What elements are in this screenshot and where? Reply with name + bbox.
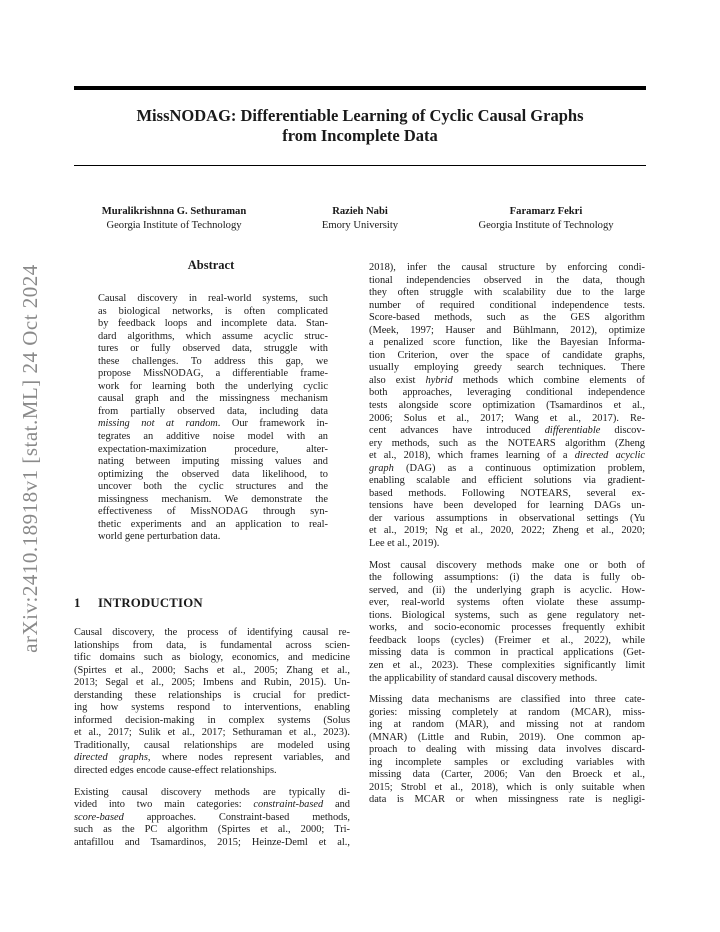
text-line: proach to dealing with missing data involves discard-	[369, 744, 645, 756]
paragraph	[369, 262, 645, 551]
text-line: Lee et al., 2019).	[369, 538, 440, 550]
text-line: 2015; Strobl et al., 2018), which is only suitable when	[369, 781, 645, 793]
author-name: Muralikrishnna G. Sethuraman	[101, 206, 247, 217]
text-line: both approaches, leveraging conditional independence	[369, 387, 645, 399]
paragraph	[74, 627, 350, 778]
author-affiliation: Emory University	[321, 220, 399, 231]
text-line: ery methods, such as the NOTEARS algorithm (Zheng	[369, 437, 645, 449]
abstract-line: Causal discovery in real-world systems, such	[98, 293, 328, 304]
text-line: ing how systems respond to interventions, enabling	[74, 702, 350, 714]
text-line: et al., 2019; Ng et al., 2020, 2022; Zheng et al., 2020;	[369, 525, 645, 537]
author-name: Faramarz Fekri	[509, 206, 583, 217]
paragraph	[74, 787, 350, 850]
text-line: data is MCAR or when missingness rate is negligi-	[369, 794, 645, 806]
text-line: a penalized score function, like the Bayesian Informa-	[369, 337, 645, 349]
text-line: et al., 2018), which frames learning of a directed acyclic	[369, 450, 646, 462]
text-line: based methods. Following NOTEARS, several ex-	[369, 487, 645, 499]
text-line: derstanding these relationships is crucial for predict-	[74, 689, 350, 701]
abstract-line: tegrates an additive noise model with an	[98, 431, 328, 443]
italic-term: graph	[369, 462, 394, 474]
text-line: usually employing greedy search techniques. There	[369, 362, 645, 374]
title-line: from Incomplete Data	[282, 126, 438, 145]
text-line: gories: missing completely at random (MCAR), miss-	[369, 706, 645, 718]
italic-term: hybrid	[425, 374, 453, 386]
text-line: score-based approaches. Constraint-based methods,	[74, 811, 350, 823]
author-affiliation: Georgia Institute of Technology	[106, 220, 242, 231]
text-line: ing incomplete samples or excluding variables with	[369, 756, 645, 768]
abstract-line: expectation-maximization procedure, alter-	[98, 443, 328, 455]
section-title: INTRODUCTION	[98, 596, 203, 610]
author-block	[300, 205, 420, 233]
text-line: they often struggle with scalability due to the large	[369, 287, 645, 299]
text-line: graph (DAG) as a continuous optimization problem,	[369, 462, 645, 474]
text-line: also exist hybrid methods which combine elements of	[369, 374, 645, 386]
section-heading	[74, 596, 354, 611]
text-line: missing data (Carter, 2006; Van den Broeck et al.,	[369, 769, 645, 781]
text-line: (Meek, 1997; Hauser and Bühlmann, 2012), optimize	[369, 324, 645, 336]
abstract-line: causal graph and the missingness mechanism	[98, 393, 328, 405]
text-line: works, and socio-economic processes frequently exhibit	[369, 622, 645, 634]
abstract-line: dard algorithms, which assume acyclic struc-	[98, 330, 328, 342]
text-line: tions. Biological systems, such as gene regulatory net-	[369, 609, 645, 621]
arxiv-identifier-sidebar	[8, 248, 52, 668]
abstract-line: uncover both the cyclic structures and the	[98, 481, 328, 493]
abstract-line: as biological networks, is often complicated	[98, 305, 328, 317]
italic-term: constraint-based	[253, 799, 324, 811]
text-line: Missing data mechanisms are classified into three cate-	[369, 694, 645, 706]
title-line: MissNODAG: Differentiable Learning of Cyclic Causal Graphs	[136, 106, 584, 125]
text-line: Score-based methods, such as the GES algorithm	[369, 312, 645, 324]
italic-term: score-based	[74, 811, 124, 823]
abstract-line: effectiveness of MissNODAG through syn-	[98, 506, 328, 518]
section-number: 1	[74, 596, 81, 610]
author-block	[74, 205, 274, 233]
text-line: et al., 2017; Sulik et al., 2017; Sethuraman et al., 2023).	[74, 727, 350, 739]
abstract-line: these challenges. To address this gap, we	[98, 355, 328, 367]
text-line: the applicability of standard causal discovery methods.	[369, 672, 598, 684]
text-line: informed decision-making in complex systems (Solus	[74, 714, 350, 726]
text-line: 2018), infer the causal structure by enforcing condi-	[369, 262, 645, 273]
text-line: feedback loops (cycles) (Freimer et al., 2022), while	[369, 634, 645, 646]
text-line: tional independencies observed in the data, though	[369, 274, 645, 286]
abstract-line: from partially observed data, including data	[98, 405, 328, 417]
abstract-heading: Abstract	[187, 258, 235, 272]
text-line: cent advances have introduced differentiable discov-	[369, 425, 646, 437]
text-line: tific domains such as biology, economics, and medicine	[74, 652, 350, 664]
text-line: number of required conditional independence tests.	[369, 299, 645, 311]
abstract-line: world gene perturbation data.	[98, 531, 221, 543]
text-line: der various assumptions in observational settings (Yu	[369, 512, 645, 524]
title-rule-top	[74, 86, 646, 90]
author-block	[446, 205, 646, 233]
text-line: directed edges encode cause-effect relationships.	[74, 765, 277, 777]
italic-term: directed graphs	[74, 752, 148, 764]
paper-title	[74, 106, 646, 146]
left-column	[74, 627, 350, 858]
paragraph	[369, 694, 645, 807]
italic-term: directed acyclic	[574, 450, 646, 462]
right-column	[369, 262, 645, 816]
italic-term: differentiable	[544, 425, 601, 437]
text-line: tion Criterion, over the space of candidate graphs,	[369, 349, 645, 361]
text-line: zen et al., 2023). These complexities significantly limit	[369, 659, 645, 671]
abstract-line: nating between imputing missing values and	[98, 456, 328, 468]
text-line: enabling scalable and efficient solutions via gradient-	[369, 475, 645, 487]
text-line: Existing causal discovery methods are typically di-	[74, 786, 350, 798]
text-line: directed graphs, where nodes represent variables, and	[74, 752, 350, 764]
text-line: antafillou and Tsamardinos, 2015; Heinze-Deml et al.,	[74, 836, 350, 848]
author-affiliation: Georgia Institute of Technology	[478, 220, 614, 231]
text-line: Traditionally, causal relationships are modeled using	[74, 739, 350, 751]
text-line: Causal discovery, the process of identifying causal re-	[74, 627, 350, 638]
text-line: Most causal discovery methods make one or both of	[369, 559, 645, 571]
text-line: 2013; Segal et al., 2005; Imbens and Rubin, 2015). Un-	[74, 677, 350, 689]
text-line: tests alongside score optimization (Tsamardinos et al.,	[369, 400, 645, 412]
italic-term: missing not at random	[98, 418, 218, 430]
abstract-line: tures or fully observed data, struggle with	[98, 343, 328, 355]
text-line: tensions have been developed for learning DAGs un-	[369, 500, 645, 512]
abstract-body	[98, 293, 328, 544]
text-line: ing at random (MAR), and missing not at random	[369, 719, 645, 731]
text-line: lationships from data, is fundamental across scien-	[74, 639, 350, 651]
author-name: Razieh Nabi	[332, 206, 388, 217]
arxiv-identifier: arXiv:2410.18918v1 [stat.ML] 24 Oct 2024	[17, 263, 42, 653]
text-line: served, and (ii) the underlying graph is acyclic. How-	[369, 584, 645, 596]
text-line: (Spirtes et al., 2000; Sachs et al., 2005; Zhang et al.,	[74, 664, 350, 676]
text-line: 2006; Solus et al., 2017; Wang et al., 2017). Re-	[369, 412, 645, 424]
text-line: such as the PC algorithm (Spirtes et al., 2000; Tri-	[74, 824, 350, 836]
text-line: ever, real-world systems often violate these assump-	[369, 597, 645, 609]
text-line: the following assumptions: (i) the data is fully ob-	[369, 572, 645, 584]
paragraph	[369, 560, 645, 685]
title-rule-bottom	[74, 165, 646, 166]
abstract-line: missingness mechanism. We demonstrate the	[98, 493, 328, 505]
text-line: missing data is common in practical applications (Get-	[369, 647, 645, 659]
text-line: (MNAR) (Little and Rubin, 2019). One common ap-	[369, 731, 645, 743]
abstract-line: optimizing the observed data likelihood, to	[98, 468, 328, 480]
abstract-line: by feedback loops and incomplete data. Stan-	[98, 318, 328, 330]
text-line: vided into two main categories: constraint-based and	[74, 799, 350, 811]
abstract-line: thetic experiments and an application to real-	[98, 518, 328, 530]
abstract-line: missing not at random. Our framework in-	[98, 418, 328, 430]
abstract-line: work for learning both the underlying cyclic	[98, 380, 328, 392]
abstract-line: propose MissNODAG, a differentiable frame-	[98, 368, 328, 380]
